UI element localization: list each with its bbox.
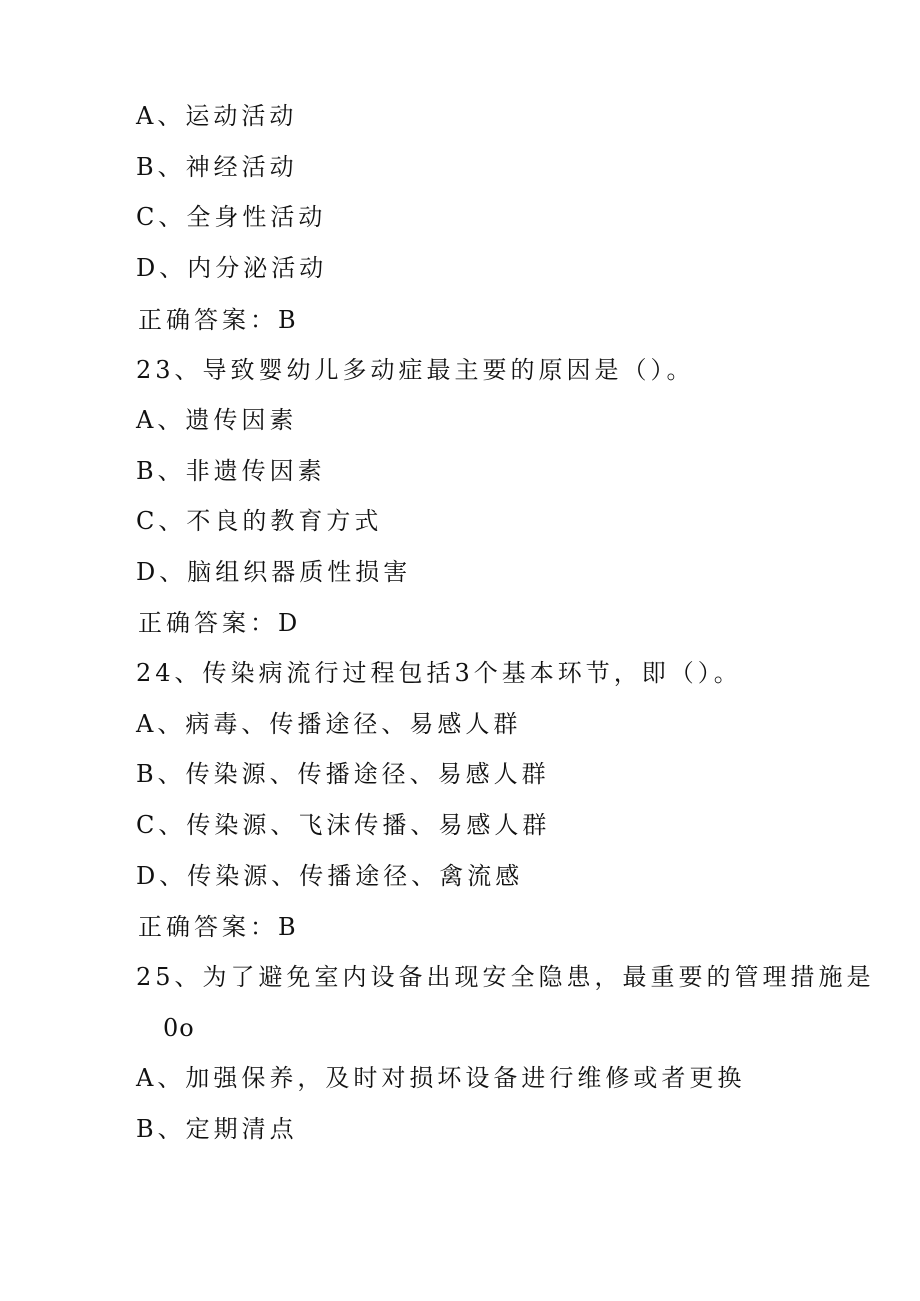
option-b: B、定期清点 — [136, 1115, 298, 1143]
option-d: D、传染源、传播途径、禽流感 — [136, 862, 524, 890]
option-a: A、运动活动 — [136, 102, 298, 130]
option-a: A、加强保养，及时对损坏设备进行维修或者更换 — [136, 1064, 746, 1092]
question-23: 23、导致婴幼儿多动症最主要的原因是（）。 — [136, 356, 695, 384]
option-a: A、病毒、传播途径、易感人群 — [136, 710, 522, 738]
question-25: 25、为了避免室内设备出现安全隐患，最重要的管理措施是 — [136, 963, 875, 991]
option-c: C、传染源、飞沫传播、易感人群 — [136, 811, 551, 839]
option-c: C、不良的教育方式 — [136, 507, 383, 535]
option-b: B、非遗传因素 — [136, 457, 326, 485]
question-25-continuation: 0o — [163, 1014, 195, 1042]
option-d: D、内分泌活动 — [136, 254, 328, 282]
correct-answer: 正确答案：B — [138, 306, 300, 334]
option-d: D、脑组织器质性损害 — [136, 558, 412, 586]
correct-answer: 正确答案：D — [138, 609, 302, 637]
correct-answer: 正确答案：B — [138, 913, 300, 941]
option-c: C、全身性活动 — [136, 203, 327, 231]
option-a: A、遗传因素 — [136, 406, 298, 434]
question-24: 24、传染病流行过程包括3个基本环节，即（）。 — [136, 659, 742, 687]
option-b: B、传染源、传播途径、易感人群 — [136, 760, 550, 788]
option-b: B、神经活动 — [136, 153, 298, 181]
